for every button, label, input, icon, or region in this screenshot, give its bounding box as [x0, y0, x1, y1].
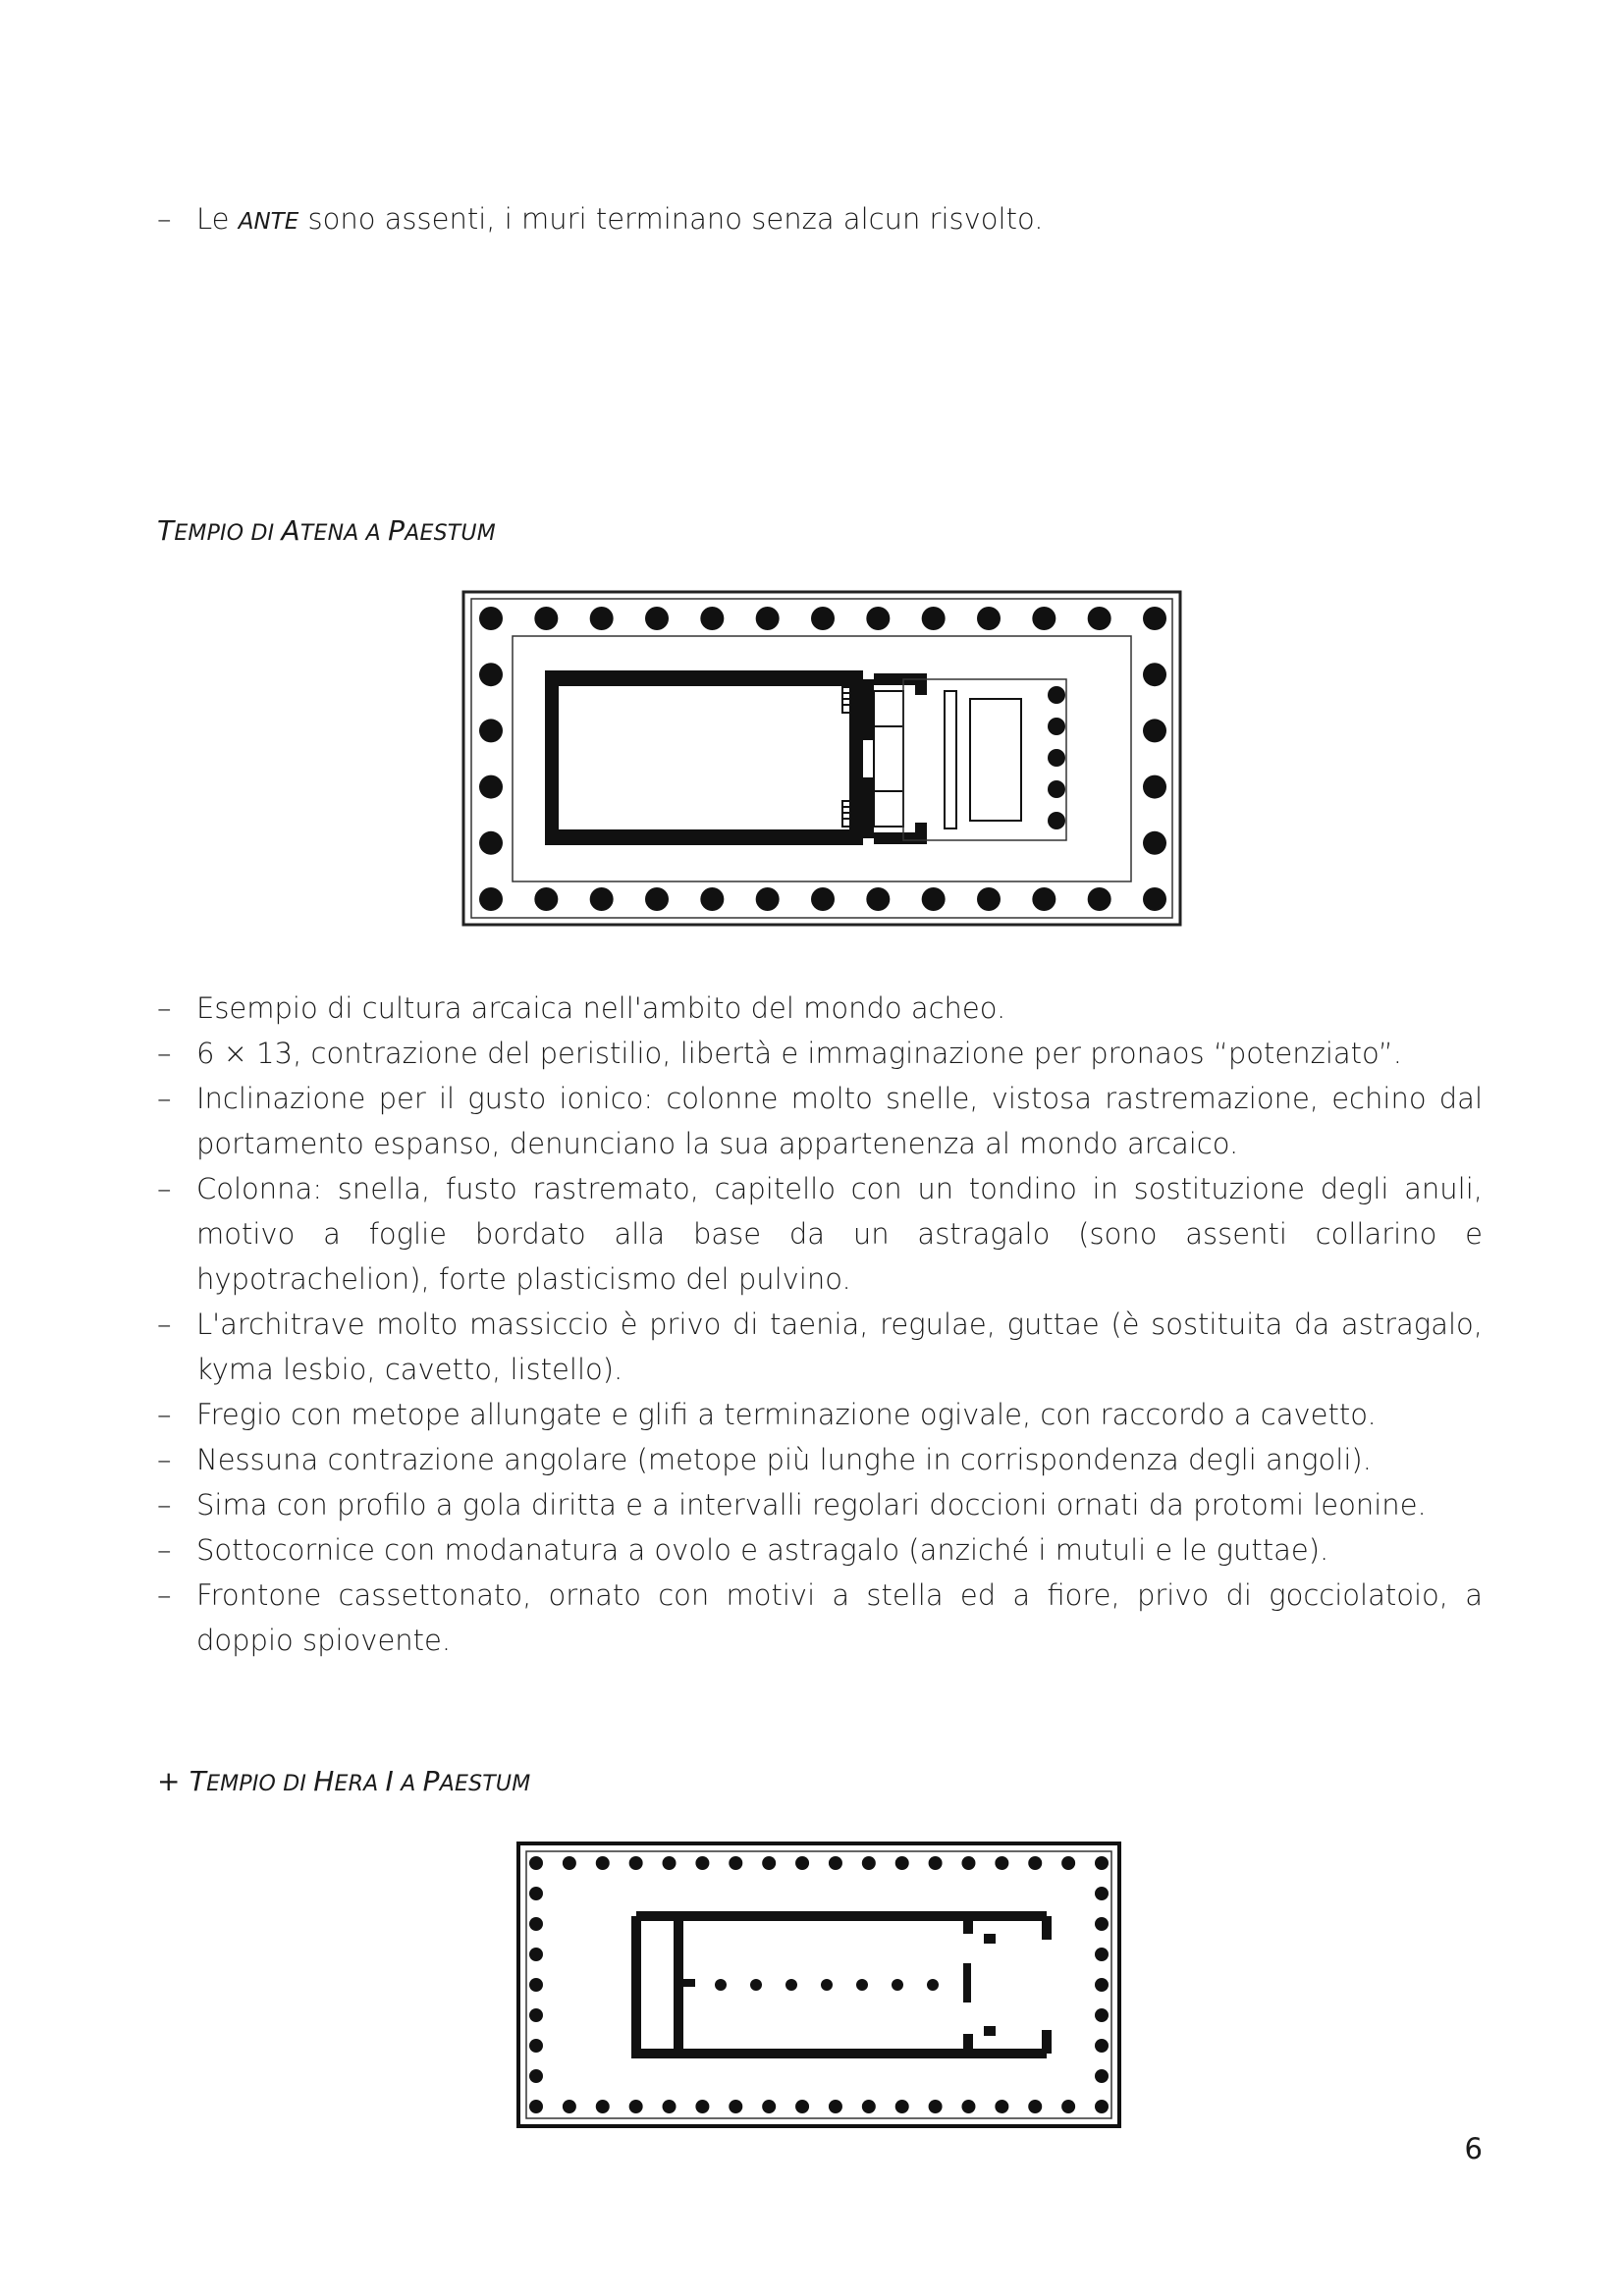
column-dot — [590, 887, 614, 911]
column-dot — [821, 1979, 833, 1991]
column-dot — [811, 887, 835, 911]
column-dot — [795, 2100, 809, 2113]
column-dot — [895, 1856, 909, 1870]
list-item: – 6 × 13, contrazione del peristilio, libertà e immaginazione per pronaos “potenziato”. — [157, 1037, 1402, 1070]
column-dot — [529, 2008, 543, 2022]
section-heading-hera: + TEMPIO DI HERA I A PAESTUM — [157, 1765, 531, 1797]
list-item: – Frontone cassettonato, ornato con motivi a stella ed a fiore, privo di gocciolatoio, a doppio spiovente. — [157, 1578, 1483, 1657]
column-dot — [700, 887, 724, 911]
column-dot — [1088, 887, 1111, 911]
column-dot — [1143, 663, 1166, 686]
column-dot — [1095, 1856, 1109, 1870]
column-dot — [929, 2100, 943, 2113]
column-dot — [715, 1979, 727, 1991]
column-dot — [1095, 1887, 1109, 1900]
column-dot — [534, 887, 558, 911]
column-dot — [695, 1856, 709, 1870]
column-dot — [922, 887, 946, 911]
list-item: – Colonna: snella, fusto rastremato, capitello con un tondino in sostituzione degli anuli, motivo a foglie bordato alla base da un astragalo (sono assenti collarino e hypotrachelion), forte plasticismo del pulvino. — [157, 1172, 1483, 1296]
column-dot — [756, 887, 780, 911]
column-dot — [866, 607, 890, 630]
column-dot — [1028, 2100, 1042, 2113]
column-dot — [895, 2100, 909, 2113]
column-dot — [629, 2100, 643, 2113]
column-dot — [1095, 2069, 1109, 2083]
list-item: – Nessuna contrazione angolare (metope più lunghe in corrispondenza degli angoli). — [157, 1443, 1372, 1476]
list-item: – Fregio con metope allungate e glifi a terminazione ogivale, con raccordo a cavetto. — [157, 1398, 1377, 1431]
intro-bullet: – Le ANTE sono assenti, i muri terminano senza alcun risvolto. — [157, 196, 1483, 244]
column-dot — [1095, 2039, 1109, 2053]
column-dot — [995, 2100, 1008, 2113]
dash-marker: – — [157, 202, 172, 236]
column-dot — [534, 607, 558, 630]
column-dot — [529, 1948, 543, 1961]
column-dot — [563, 2100, 576, 2113]
column-dot — [977, 887, 1001, 911]
column-dot — [563, 1856, 576, 1870]
atena-bullet-list — [157, 986, 1483, 1663]
column-dot — [479, 719, 503, 742]
column-dot — [995, 1856, 1008, 1870]
column-dot — [479, 775, 503, 799]
column-dot — [892, 1979, 903, 1991]
column-dot — [729, 1856, 742, 1870]
ante-term: ANTE — [238, 209, 299, 235]
column-dot — [700, 607, 724, 630]
column-dot — [856, 1979, 868, 1991]
column-dot — [1048, 749, 1065, 767]
column-dot — [663, 2100, 677, 2113]
column-dot — [1032, 607, 1056, 630]
section-heading-atena: TEMPIO DI ATENA A PAESTUM — [157, 514, 496, 547]
column-dot — [929, 1856, 943, 1870]
column-dot — [529, 2039, 543, 2053]
column-dot — [922, 607, 946, 630]
column-dot — [590, 607, 614, 630]
column-dot — [1143, 775, 1166, 799]
column-dot — [862, 2100, 876, 2113]
column-dot — [785, 1979, 797, 1991]
column-dot — [1048, 718, 1065, 735]
column-dot — [479, 831, 503, 855]
column-dot — [479, 887, 503, 911]
list-item: – Inclinazione per il gusto ionico: colonne molto snelle, vistosa rastremazione, echino dal portamento espanso, denunciano la sua appartenenza al mondo arcaico. — [157, 1082, 1483, 1160]
list-item: – Esempio di cultura arcaica nell'ambito del mondo acheo. — [157, 991, 1006, 1025]
column-dot — [1028, 1856, 1042, 1870]
column-dot — [1032, 887, 1056, 911]
column-dot — [1143, 607, 1166, 630]
column-dot — [762, 1856, 776, 1870]
column-dot — [1095, 2008, 1109, 2022]
column-dot — [1095, 1978, 1109, 1992]
column-dot — [629, 1856, 643, 1870]
column-dot — [479, 663, 503, 686]
column-dot — [977, 607, 1001, 630]
column-dot — [829, 2100, 842, 2113]
column-dot — [1048, 812, 1065, 829]
list-item: – L'architrave molto massiccio è privo di taenia, regulae, guttae (è sostituita da astragalo, kyma lesbio, cavetto, listello). — [157, 1308, 1483, 1386]
column-dot — [1061, 2100, 1075, 2113]
column-dot — [1095, 1917, 1109, 1931]
column-dot — [811, 607, 835, 630]
column-dot — [529, 1856, 543, 1870]
column-dot — [750, 1979, 762, 1991]
column-dot — [1088, 607, 1111, 630]
column-dot — [1143, 831, 1166, 855]
column-dot — [645, 887, 669, 911]
column-dot — [1095, 2100, 1109, 2113]
column-dot — [729, 2100, 742, 2113]
column-dot — [795, 1856, 809, 1870]
intro-bullet-list — [157, 196, 1483, 244]
column-dot — [596, 1856, 610, 1870]
column-dot — [961, 1856, 975, 1870]
column-dot — [961, 2100, 975, 2113]
column-dot — [1143, 719, 1166, 742]
column-dot — [1143, 887, 1166, 911]
column-dot — [529, 2100, 543, 2113]
column-dot — [927, 1979, 939, 1991]
column-dot — [645, 607, 669, 630]
column-dot — [663, 1856, 677, 1870]
list-item: – Sima con profilo a gola diritta e a intervalli regolari doccioni ornati da protomi leonine. — [157, 1488, 1427, 1522]
list-item: – Sottocornice con modanatura a ovolo e astragalo (anziché i mutuli e le guttae). — [157, 1533, 1329, 1567]
page-number: 6 — [1464, 2132, 1483, 2165]
column-dot — [1061, 1856, 1075, 1870]
column-dot — [596, 2100, 610, 2113]
column-dot — [529, 1917, 543, 1931]
column-dot — [1048, 780, 1065, 798]
column-dot — [479, 607, 503, 630]
column-dot — [829, 1856, 842, 1870]
column-dot — [762, 2100, 776, 2113]
column-dot — [529, 2069, 543, 2083]
temple-plan-atena-icon — [461, 589, 1184, 929]
column-dot — [529, 1887, 543, 1900]
column-dot — [529, 1978, 543, 1992]
temple-plan-hera-icon — [516, 1842, 1121, 2128]
column-dot — [756, 607, 780, 630]
column-dot — [695, 2100, 709, 2113]
column-dot — [866, 887, 890, 911]
column-dot — [1095, 1948, 1109, 1961]
column-dot — [1048, 686, 1065, 704]
column-dot — [862, 1856, 876, 1870]
